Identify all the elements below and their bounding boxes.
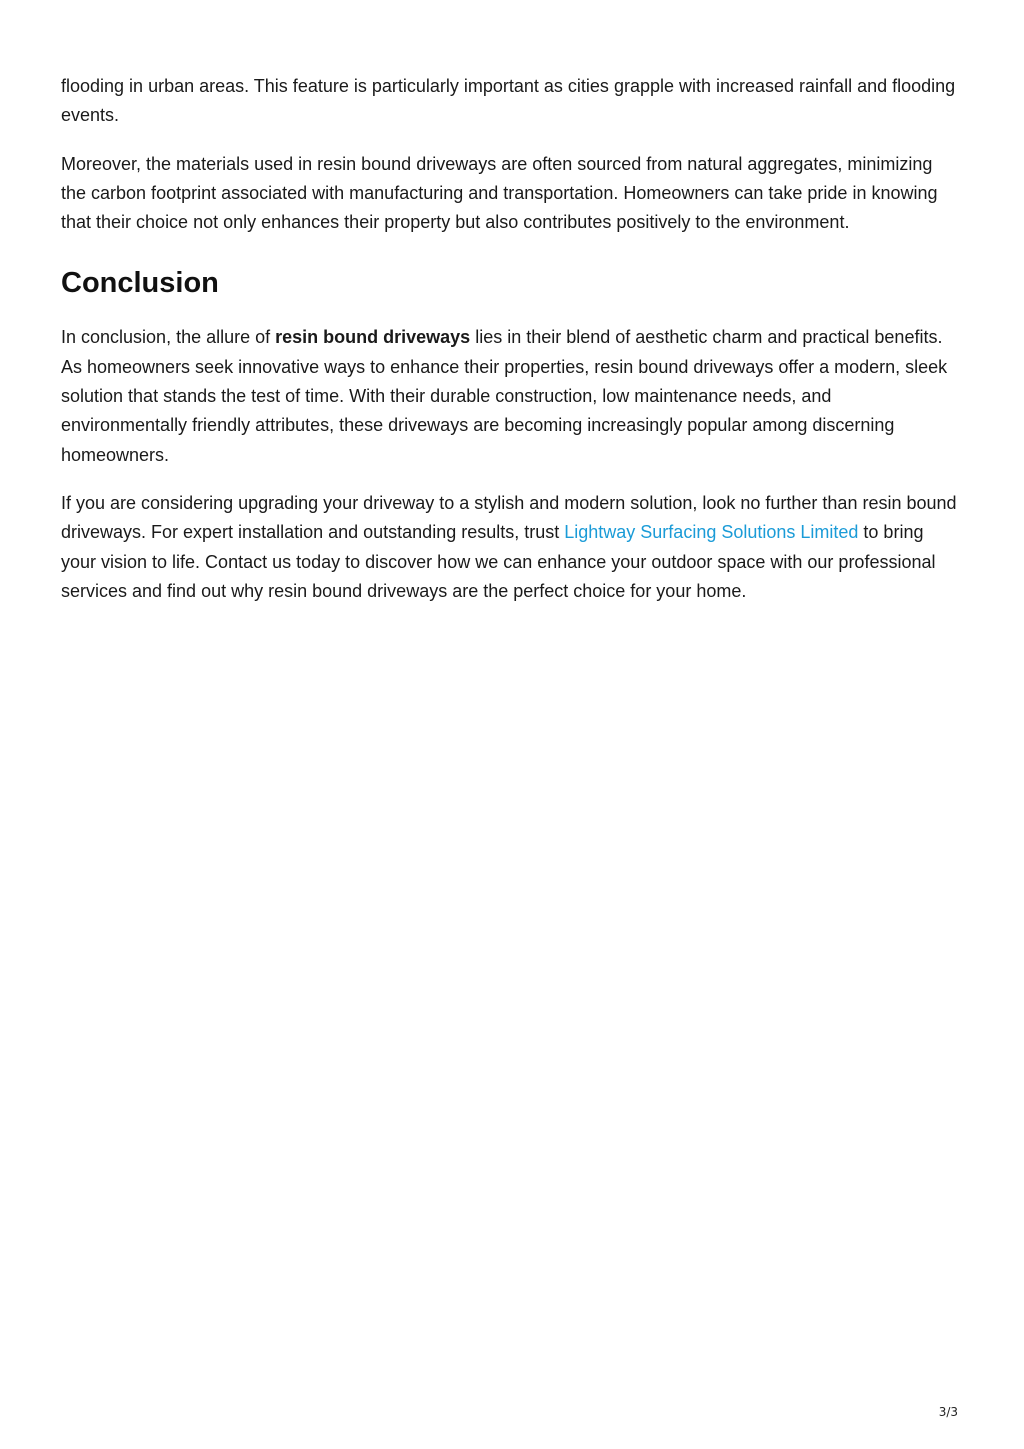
bold-term-resin-bound-driveways: resin bound driveways	[275, 327, 471, 348]
paragraph-conclusion-intro	[61, 323, 961, 469]
paragraph-call-to-action	[61, 489, 961, 606]
conclusion-heading: Conclusion	[61, 267, 219, 300]
cta-text-start: If you are considering upgrading your driveway to a stylish and modern solution, look no further than resin bound driveways. For expert installation and outstanding results, trust	[61, 492, 957, 543]
document-body	[61, 72, 961, 625]
paragraph-materials: Moreover, the materials used in resin bound driveways are often sourced from natural aggregates, minimizing the carbon footprint associated with manufacturing and transportation. Homeowners can take pride in knowing that their choice not only enhances their property but also contributes positively to the environment.	[61, 153, 938, 233]
conclusion-intro-text-end: lies in their blend of aesthetic charm and practical benefits. As homeowners seek innovative ways to enhance their properties, resin bound driveways offer a modern, sleek solution that stands the test of time. With their durable construction, low maintenance needs, and environmentally friendly attributes, these driveways are becoming increasingly popular among discerning homeowners.	[61, 327, 948, 465]
conclusion-intro-text-start: In conclusion, the allure of	[61, 327, 276, 348]
paragraph-flooding: flooding in urban areas. This feature is particularly important as cities grapple with increased rainfall and flooding events.	[61, 76, 956, 126]
page-number: 3/3	[938, 1405, 958, 1419]
cta-text-end: to bring your vision to life. Contact us today to discover how we can enhance your outdoor space with our professional services and find out why resin bound driveways are the perfect choice for your home.	[61, 522, 936, 601]
lightway-surfacing-link[interactable]: Lightway Surfacing Solutions Limited	[564, 522, 859, 543]
